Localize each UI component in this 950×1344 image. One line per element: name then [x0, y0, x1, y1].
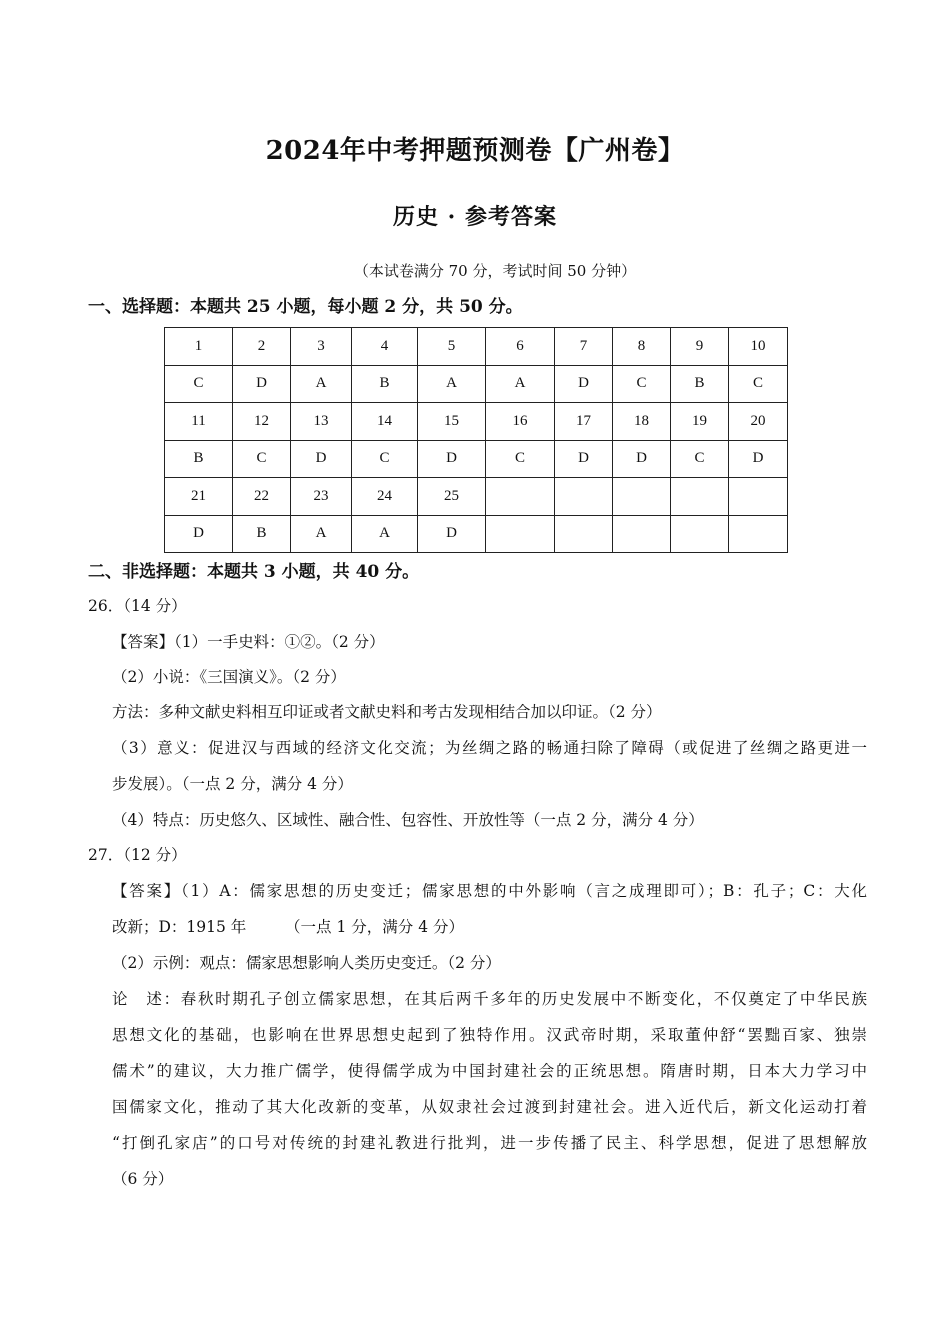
- answer-cell: B: [165, 440, 233, 478]
- question-number-cell: 8: [613, 328, 671, 366]
- answer-table: [164, 327, 788, 553]
- answer-row: [165, 440, 788, 478]
- answer-cell: [555, 515, 613, 553]
- answer-row: [165, 365, 788, 403]
- question-number-cell: 9: [671, 328, 729, 366]
- section1-heading: 一、选择题：本题共 25 小题，每小题 2 分，共 50 分。: [88, 297, 523, 317]
- question-number-row: [165, 478, 788, 516]
- answer-cell: C: [352, 440, 418, 478]
- answer-cell: C: [233, 440, 291, 478]
- question-number-cell: [486, 478, 555, 516]
- question-number-row: [165, 403, 788, 441]
- answer-cell: B: [671, 365, 729, 403]
- q26-line: （4）特点：历史悠久、区域性、融合性、包容性、开放性等（一点 2 分，满分 4 分）: [112, 811, 704, 829]
- question-number-cell: 5: [418, 328, 486, 366]
- q26-line: 步发展）。（一点 2 分，满分 4 分）: [112, 775, 353, 793]
- question-number-cell: 11: [165, 403, 233, 441]
- q27-line: “打倒孔家店”的口号对传统的封建礼教进行批判，进一步传播了民主、科学思想，促进了思想解放: [112, 1134, 867, 1152]
- answer-cell: C: [486, 440, 555, 478]
- q26-line: 【答案】（1）一手史料：①②。（2 分）: [112, 633, 385, 651]
- question-number-cell: 7: [555, 328, 613, 366]
- answer-cell: C: [729, 365, 788, 403]
- answer-cell: D: [555, 440, 613, 478]
- section2-heading: 二、非选择题：本题共 3 小题，共 40 分。: [88, 562, 420, 582]
- answer-cell: C: [165, 365, 233, 403]
- q27-line: （2）示例：观点：儒家思想影响人类历史变迁。（2 分）: [112, 954, 501, 972]
- q26-line: （2）小说：《三国演义》。（2 分）: [112, 668, 346, 686]
- question-number-cell: [555, 478, 613, 516]
- answer-cell: B: [352, 365, 418, 403]
- answer-cell: D: [555, 365, 613, 403]
- question-number-cell: 6: [486, 328, 555, 366]
- question-number-cell: 3: [291, 328, 352, 366]
- question-number-cell: 19: [671, 403, 729, 441]
- question-number-cell: 22: [233, 478, 291, 516]
- question-number-cell: 18: [613, 403, 671, 441]
- question-number-cell: [729, 478, 788, 516]
- exam-note: （本试卷满分 70 分，考试时间 50 分钟）: [353, 262, 637, 280]
- q27-line: 儒术”的建议，大力推广儒学，使得儒学成为中国封建社会的正统思想。隋唐时期，日本大力学习中: [112, 1062, 867, 1080]
- question-number-cell: [613, 478, 671, 516]
- q26-number: 26．（14 分）: [88, 597, 187, 615]
- q26-line: （3）意义：促进汉与西域的经济文化交流；为丝绸之路的畅通扫除了障碍（或促进了丝绸之路更进一: [112, 739, 867, 757]
- answer-cell: D: [418, 515, 486, 553]
- answer-row: [165, 515, 788, 553]
- answer-cell: D: [165, 515, 233, 553]
- answer-cell: A: [291, 515, 352, 553]
- question-number-cell: 24: [352, 478, 418, 516]
- q27-line: 思想文化的基础，也影响在世界思想史起到了独特作用。汉武帝时期，采取董仲舒“罢黜百家、独崇: [112, 1026, 867, 1044]
- question-number-cell: 13: [291, 403, 352, 441]
- question-number-cell: 16: [486, 403, 555, 441]
- page-subtitle: 历史 · 参考答案: [393, 204, 557, 230]
- question-number-cell: 4: [352, 328, 418, 366]
- answer-cell: [613, 515, 671, 553]
- question-number-cell: 2: [233, 328, 291, 366]
- q27-line: 国儒家文化，推动了其大化改新的变革，从奴隶社会过渡到封建社会。进入近代后，新文化运动打着: [112, 1098, 867, 1116]
- answer-cell: D: [613, 440, 671, 478]
- answer-cell: C: [671, 440, 729, 478]
- q27-number: 27．（12 分）: [88, 846, 187, 864]
- answer-cell: C: [613, 365, 671, 403]
- answer-cell: [729, 515, 788, 553]
- question-number-cell: 20: [729, 403, 788, 441]
- question-number-cell: 12: [233, 403, 291, 441]
- question-number-cell: 10: [729, 328, 788, 366]
- answer-cell: D: [291, 440, 352, 478]
- answer-cell: A: [418, 365, 486, 403]
- answer-cell: [671, 515, 729, 553]
- answer-cell: [486, 515, 555, 553]
- question-number-cell: 23: [291, 478, 352, 516]
- question-number-cell: 21: [165, 478, 233, 516]
- question-number-row: [165, 328, 788, 366]
- q27-line: （6 分）: [112, 1170, 174, 1188]
- page-title: 2024年中考押题预测卷【广州卷】: [265, 136, 685, 166]
- answer-cell: A: [291, 365, 352, 403]
- question-number-cell: 17: [555, 403, 613, 441]
- answer-cell: D: [729, 440, 788, 478]
- question-number-cell: 14: [352, 403, 418, 441]
- question-number-cell: [671, 478, 729, 516]
- question-number-cell: 25: [418, 478, 486, 516]
- q27-line: 论 述：春秋时期孔子创立儒家思想，在其后两千多年的历史发展中不断变化，不仅奠定了中华民族: [112, 990, 867, 1008]
- answer-cell: D: [418, 440, 486, 478]
- answer-cell: B: [233, 515, 291, 553]
- answer-cell: D: [233, 365, 291, 403]
- q27-line: 【答案】（1）A：儒家思想的历史变迁；儒家思想的中外影响（言之成理即可）；B：孔子；C：大化: [112, 882, 867, 900]
- q27-line: 改新；D：1915 年 （一点 1 分，满分 4 分）: [112, 918, 464, 936]
- q26-line: 方法：多种文献史料相互印证或者文献史料和考古发现相结合加以印证。（2 分）: [112, 703, 662, 721]
- question-number-cell: 15: [418, 403, 486, 441]
- answer-cell: A: [352, 515, 418, 553]
- answer-cell: A: [486, 365, 555, 403]
- question-number-cell: 1: [165, 328, 233, 366]
